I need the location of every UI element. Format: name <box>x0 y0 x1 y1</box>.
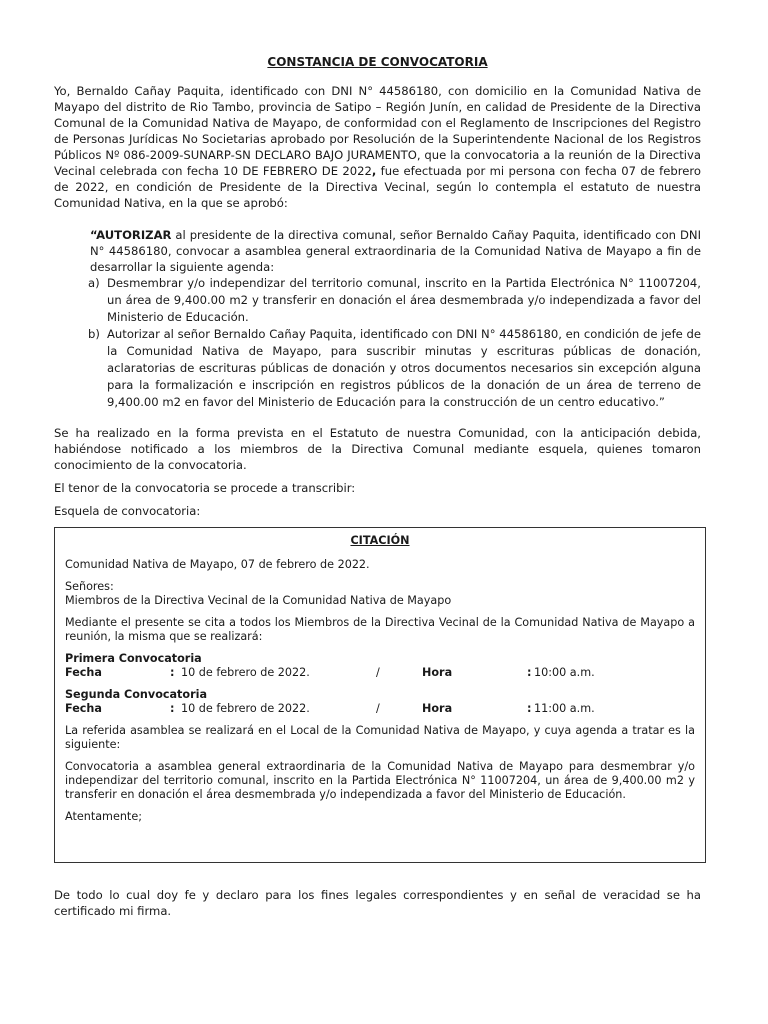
fecha-colon: : <box>170 666 175 679</box>
primera-convocatoria <box>65 652 695 680</box>
fecha-label: Fecha <box>65 702 102 715</box>
citacion-closing: Atentamente; <box>65 810 142 823</box>
citacion-title: CITACIÓN <box>350 534 410 547</box>
segunda-convocatoria-row <box>65 702 695 716</box>
separator-slash: / <box>376 666 380 679</box>
intro-text-part1: Yo, Bernaldo Cañay Paquita, identificado con DNI N° 44586180, con domicilio en la Comunidad Nativa de Mayapo del distrito de Rio Tambo, provincia de Satipo – Región Junín, en calidad de Presidente de la Directiva Comunal de la Comunidad Nativa de Mayapo, de conformidad con el Reglamento de Inscripciones del Registro de Personas Jurídicas No Societarias aprobado por Resolución de la Superintendente Nacional de los Registros Públicos Nº 086-2009-SUNARP-SN DECLARO BAJO JURAMENTO, que la convocatoria a la reunión de la Directiva Vecinal celebrada con fecha 10 DE FEBRERO DE 2022 <box>54 84 701 178</box>
hora-colon: : <box>527 666 532 679</box>
hora-colon: : <box>527 702 532 715</box>
agenda-item-text: Desmembrar y/o independizar del territorio comunal, inscrito en la Partida Electrónica N° 11007204, un área de 9,400.00 m2 y transferir en donación el área desmembrada y/o independizada a favor del Ministerio de Educación. <box>107 276 701 324</box>
intro-text-part2: fue efectuada por mi persona con fecha 07 de febrero de 2022, en condición de Presidente de la Directiva Vecinal, según lo contempla el estatuto de nuestra Comunidad Nativa, en la que se aprobó: <box>54 164 701 210</box>
agenda-item <box>88 275 701 326</box>
esquela-label: Esquela de convocatoria: <box>54 504 201 518</box>
fecha-value: 10 de febrero de 2022. <box>181 702 310 715</box>
citacion-addressee: Miembros de la Directiva Vecinal de la Comunidad Nativa de Mayapo <box>65 594 452 607</box>
final-paragraph: De todo lo cual doy fe y declaro para los fines legales correspondientes y en señal de veracidad se ha certificado mi firma. <box>54 888 701 918</box>
hora-label: Hora <box>422 702 453 715</box>
tenor-paragraph: El tenor de la convocatoria se procede a transcribir: <box>54 481 356 495</box>
resolution-lead: “AUTORIZAR <box>90 228 172 242</box>
segunda-convocatoria <box>65 688 695 716</box>
fecha-value: 10 de febrero de 2022. <box>181 666 310 679</box>
resolution-paragraph <box>90 227 701 275</box>
agenda-item-text: Autorizar al señor Bernaldo Cañay Paquita, identificado con DNI N° 44586180, en condición de jefe de la Comunidad Nativa de Mayapo, para suscribir minutas y escrituras públicas de donación, aclaratorias de escrituras públicas de donación y otros documentos necesarios sin excepción alguna para la formalización e inscripción en registros públicos de la donación de un área de terreno de 9,400.00 m2 en favor del Ministerio de Educación para la construcción de un centro educativo.” <box>107 327 701 409</box>
primera-convocatoria-row <box>65 666 695 680</box>
hora-value: 10:00 a.m. <box>534 666 595 679</box>
citacion-box <box>54 527 706 863</box>
intro-bold-comma: , <box>371 164 377 178</box>
resolution-text: al presidente de la directiva comunal, señor Bernaldo Cañay Paquita, identificado con DNI N° 44586180, convocar a asamblea general extraordinaria de la Comunidad Nativa de Mayapo a fin de desarrollar la siguiente agenda: <box>90 228 701 274</box>
agenda-marker: a) <box>88 276 100 290</box>
fecha-label: Fecha <box>65 666 102 679</box>
segunda-convocatoria-label: Segunda Convocatoria <box>65 688 207 701</box>
separator-slash: / <box>376 702 380 715</box>
citacion-intro: Mediante el presente se cita a todos los Miembros de la Directiva Vecinal de la Comunidad Nativa de Mayapo a reunión, la misma que se realizará: <box>65 616 695 643</box>
citacion-senores: Señores: <box>65 580 114 593</box>
citacion-location: La referida asamblea se realizará en el Local de la Comunidad Nativa de Mayapo, y cuya agenda a tratar es la siguiente: <box>65 724 695 751</box>
notice-paragraph: Se ha realizado en la forma prevista en el Estatuto de nuestra Comunidad, con la anticipación debida, habiéndose notificado a los miembros de la Directiva Comunal mediante esquela, quienes tomaron conocimiento de la convocatoria. <box>54 426 701 472</box>
agenda-list <box>88 275 701 411</box>
document-page <box>54 54 701 919</box>
citacion-place-date: Comunidad Nativa de Mayapo, 07 de febrero de 2022. <box>65 558 370 571</box>
primera-convocatoria-label: Primera Convocatoria <box>65 652 202 665</box>
citacion-addressee-block <box>65 580 695 608</box>
hora-label: Hora <box>422 666 453 679</box>
intro-paragraph <box>54 83 701 211</box>
hora-value: 11:00 a.m. <box>534 702 595 715</box>
agenda-item <box>88 326 701 411</box>
citacion-agenda: Convocatoria a asamblea general extraordinaria de la Comunidad Nativa de Mayapo para desmembrar y/o independizar del territorio comunal, inscrito en la Partida Electrónica N° 11007204, un área de 9,400.00 m2 y transferir en donación el área desmembrada y/o independizada a favor del Ministerio de Educación. <box>65 760 695 801</box>
agenda-marker: b) <box>88 327 100 341</box>
document-title: CONSTANCIA DE CONVOCATORIA <box>267 55 488 69</box>
fecha-colon: : <box>170 702 175 715</box>
